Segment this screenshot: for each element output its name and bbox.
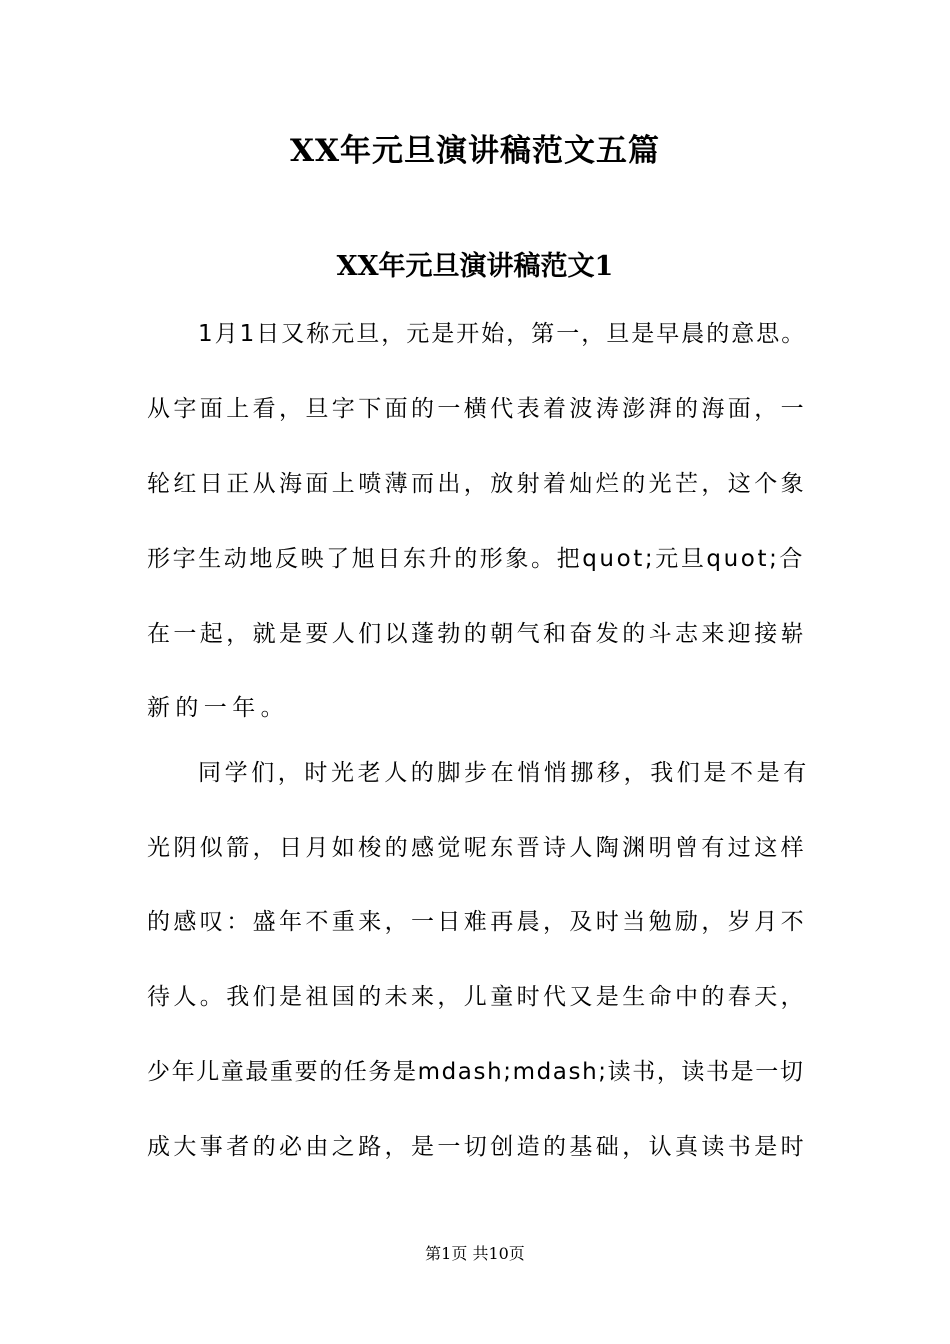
body-line: 光阴似箭，日月如梭的感觉呢东晋诗人陶渊明曾有过这样 bbox=[147, 835, 807, 861]
body-line: 形字生动地反映了旭日东升的形象。把quot;元旦quot;合 bbox=[147, 546, 806, 572]
body-line: 轮红日正从海面上喷薄而出，放射着灿烂的光芒，这个象 bbox=[147, 471, 807, 497]
body-line: 成大事者的必由之路，是一切创造的基础，认真读书是时 bbox=[147, 1134, 807, 1160]
section-title: XX年元旦演讲稿范文1 bbox=[336, 251, 614, 282]
body-line: 待人。我们是祖国的未来，儿童时代又是生命中的春天， bbox=[147, 984, 807, 1010]
body-line: 1月1日又称元旦，元是开始，第一，旦是早晨的意思。 bbox=[198, 321, 807, 347]
body-line: 新的一年。 bbox=[147, 695, 289, 721]
body-line: 在一起，就是要人们以蓬勃的朝气和奋发的斗志来迎接崭 bbox=[147, 621, 807, 647]
body-line: 少年儿童最重要的任务是mdash;mdash;读书，读书是一切 bbox=[147, 1059, 805, 1085]
body-line: 从字面上看，旦字下面的一横代表着波涛澎湃的海面，一 bbox=[147, 396, 807, 422]
document-title: XX年元旦演讲稿范文五篇 bbox=[289, 133, 661, 169]
body-line: 同学们，时光老人的脚步在悄悄挪移，我们是不是有 bbox=[198, 760, 810, 786]
body-line: 的感叹：盛年不重来，一日难再晨，及时当勉励，岁月不 bbox=[147, 909, 807, 935]
page-footer: 第1页 共10页 bbox=[425, 1244, 525, 1263]
